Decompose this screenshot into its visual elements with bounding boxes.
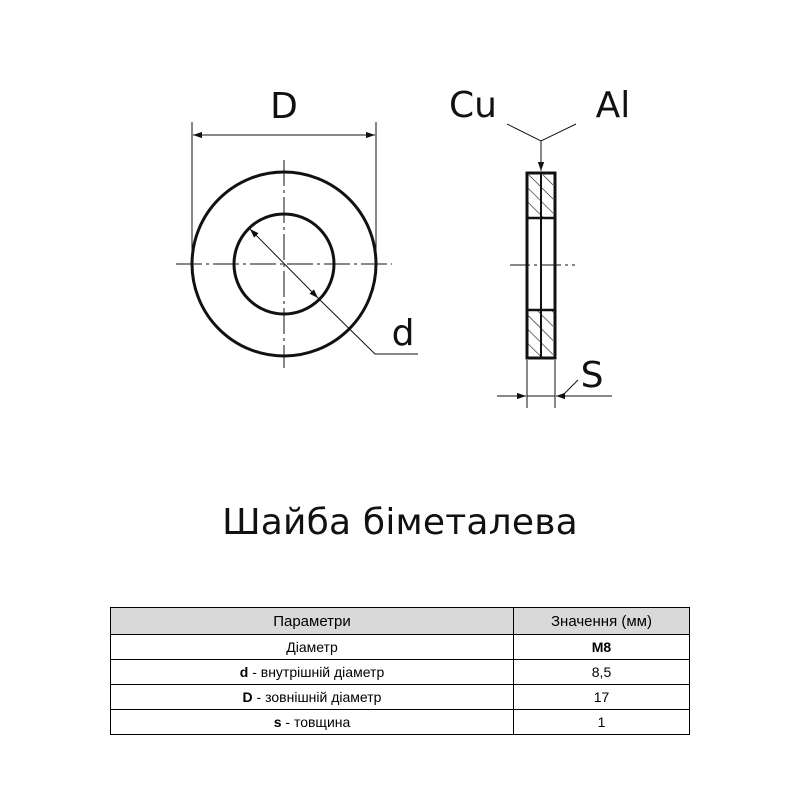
thickness-label: S — [580, 355, 604, 396]
table-row — [111, 710, 690, 735]
row-key: s - товщина — [111, 710, 514, 735]
material-leader — [507, 124, 576, 141]
material-label-cu: Cu — [449, 85, 497, 126]
row-value: M8 — [514, 635, 690, 660]
hatch-bottom-right — [541, 310, 553, 357]
table-header-row — [111, 608, 690, 635]
hatch-bottom-left — [528, 310, 540, 357]
row-key: Діаметр — [111, 635, 514, 660]
outer-diameter-label: D — [270, 86, 298, 127]
spec-table — [110, 607, 690, 735]
row-key: D - зовнішній діаметр — [111, 685, 514, 710]
hatch-top-right — [541, 175, 553, 218]
inner-diameter-label: d — [391, 313, 415, 354]
row-value: 8,5 — [514, 660, 690, 685]
hatch-top-left — [528, 175, 540, 218]
side-view — [449, 85, 630, 408]
front-view — [176, 86, 418, 368]
product-title: Шайба біметалева — [222, 502, 578, 543]
thickness-leader — [562, 380, 578, 396]
table-row — [111, 685, 690, 710]
row-value: 17 — [514, 685, 690, 710]
row-key: d - внутрішній діаметр — [111, 660, 514, 685]
header-parameters: Параметри — [111, 608, 514, 635]
row-value: 1 — [514, 710, 690, 735]
table-row — [111, 635, 690, 660]
table-row — [111, 660, 690, 685]
header-values: Значення (мм) — [514, 608, 690, 635]
material-label-al: Al — [595, 85, 631, 126]
